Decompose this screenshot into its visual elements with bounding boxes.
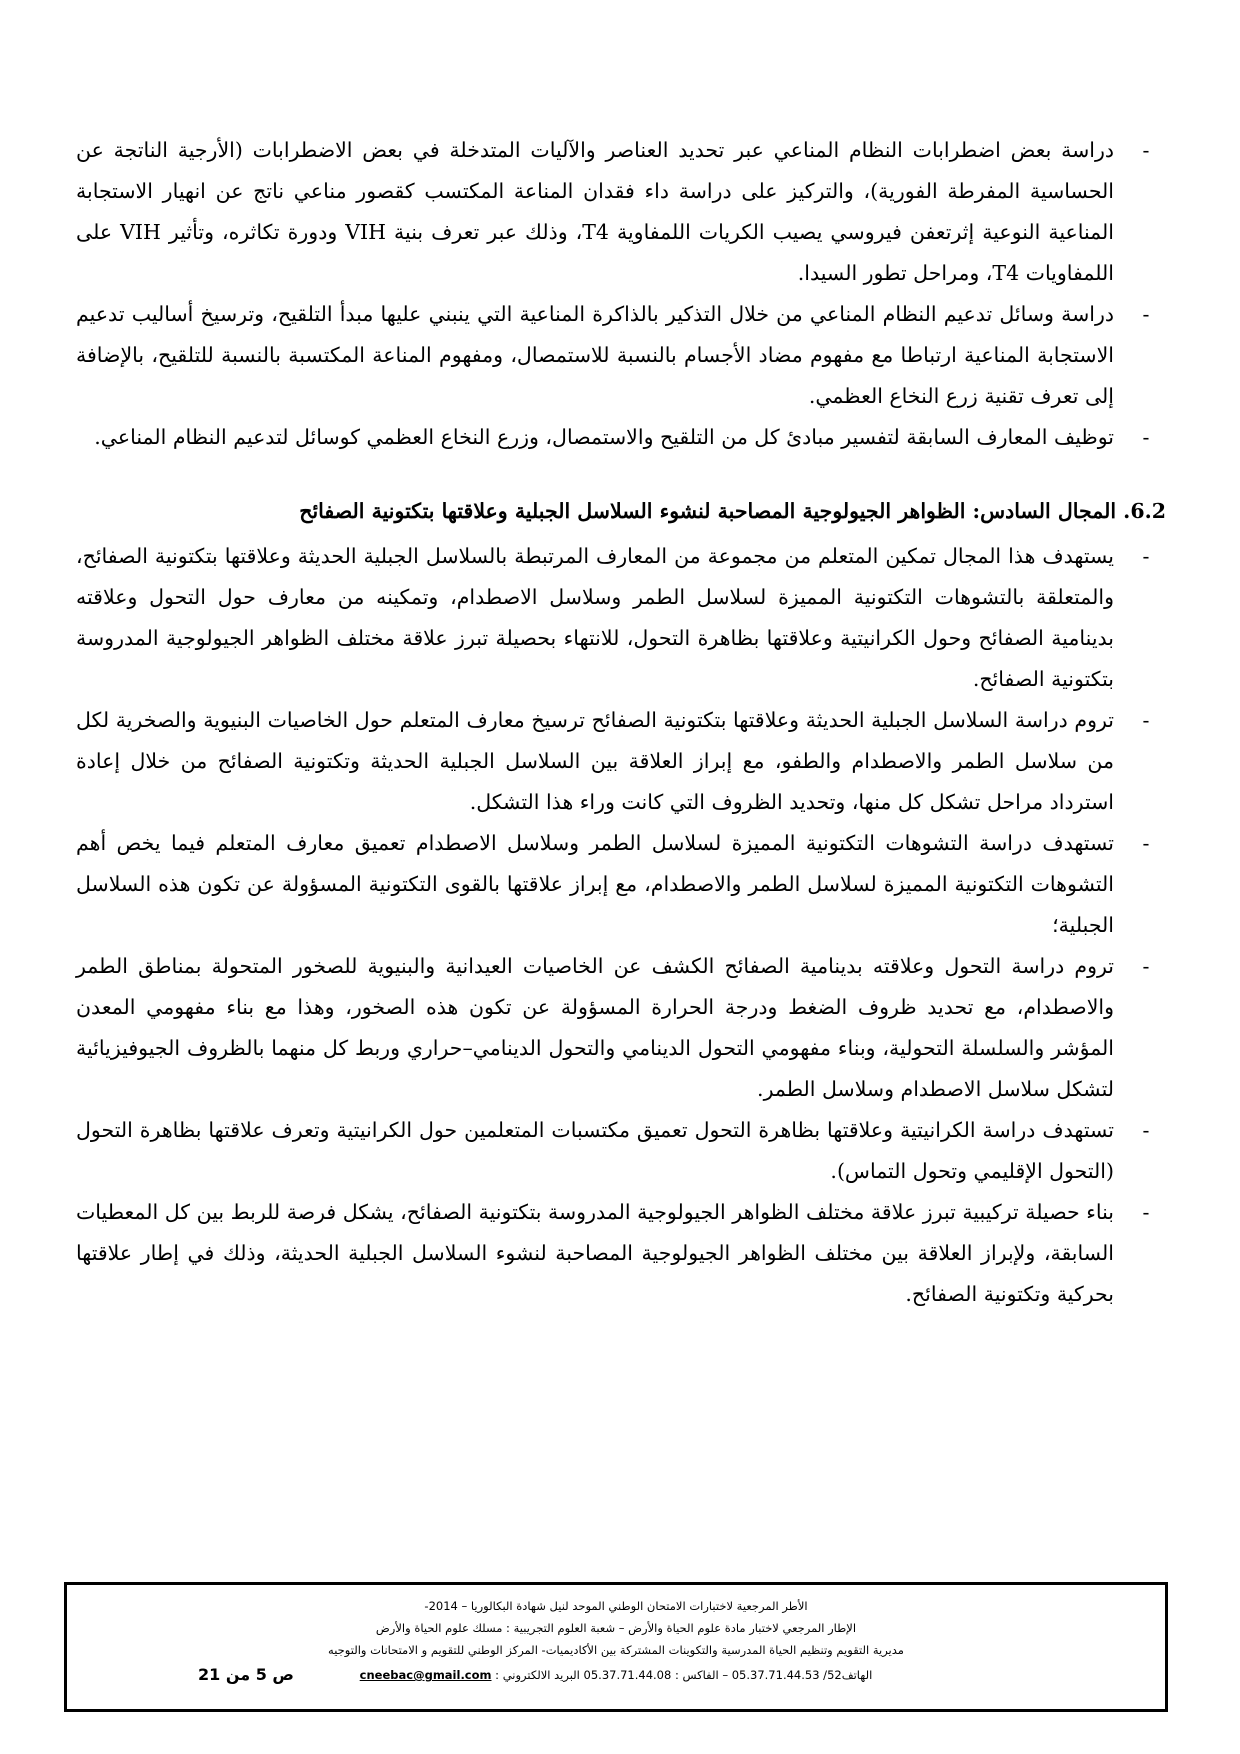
list-item [76, 130, 1166, 294]
list-item-text: يستهدف هذا المجال تمكين المتعلم من مجموعة من المعارف المرتبطة بالسلاسل الجبلية الحديثة وعلاقتها بتكتونية الصفائح، والمتعلقة بالتشوهات التكتونية المميزة لسلاسل الطمر وسلاسل الاصطدام، وتمكينه من معارف حول التحول وعلاقته بدينامية الصفائح وحول الكرانيتية وعلاقتها بظاهرة التحول، للانتهاء بحصيلة تبرز علاقة مختلف الظواهر الجيولوجية المدروسة بتكتونية الصفائح. [76, 544, 1114, 691]
list-item-text: تروم دراسة السلاسل الجبلية الحديثة وعلاقتها بتكتونية الصفائح ترسيخ معارف المتعلم حول الخاصيات البنيوية والصخرية لكل من سلاسل الطمر والاصطدام والطفو، مع إبراز العلاقة بين السلاسل الجبلية الحديثة وتكتونية الصفائح من خلال إعادة استرداد مراحل تشكل كل منها، وتحديد الظروف التي كانت وراء هذا التشكل. [76, 708, 1114, 814]
list-item [76, 823, 1166, 946]
list-item [76, 946, 1166, 1110]
section-heading: 6.2. المجال السادس: الظواهر الجيولوجية المصاحبة لنشوء السلاسل الجبلية وعلاقتها بتكتونية الصفائح [299, 499, 1166, 523]
list-item-text: تستهدف دراسة التشوهات التكتونية المميزة لسلاسل الطمر وسلاسل الاصطدام تعميق معارف المتعلم فيما يخص أهم التشوهات التكتونية المميزة لسلاسل الطمر والاصطدام، مع إبراز علاقتها بالقوى التكتونية المسؤولة عن تكون هذه السلاسل الجبلية؛ [76, 831, 1114, 937]
bullet-dash: - [1142, 954, 1150, 978]
footer-email-link[interactable]: cneebac@gmail.com [359, 1668, 492, 1682]
list-item [76, 536, 1166, 700]
page-number: ص 5 من 21 [198, 1665, 294, 1684]
bullet-dash: - [1142, 138, 1150, 162]
footer-contact-text: الهاتف52/ 05.37.71.44.53 – الفاكس : 05.37.71.44.08 البريد الالكتروني : [495, 1668, 873, 1682]
list-item [76, 417, 1166, 458]
list-item-text: تستهدف دراسة الكرانيتية وعلاقتها بظاهرة التحول تعميق مكتسبات المتعلمين حول الكرانيتية وتعرف علاقتها بظاهرة التحول (التحول الإقليمي وتحول التماس). [76, 1118, 1114, 1183]
bullet-dash: - [1142, 302, 1150, 326]
footer-contact [67, 1661, 1165, 1689]
list-item-text: تروم دراسة التحول وعلاقته بدينامية الصفائح الكشف عن الخاصيات العيدانية والبنيوية للصخور المتحولة بمناطق الطمر والاصطدام، مع تحديد ظروف الضغط ودرجة الحرارة المسؤولة عن تكون هذه الصخور، وهذا مع بناء مفهومي المعدن المؤشر والسلسلة التحولية، وبناء مفهومي التحول الدينامي والتحول الدينامي–حراري وربط كل منهما بالظروف الجيوفيزيائية لتشكل سلاسل الاصطدام وسلاسل الطمر. [76, 954, 1114, 1101]
bullet-dash: - [1142, 708, 1150, 732]
footer-line-2: الإطار المرجعي لاختبار مادة علوم الحياة والأرض – شعبة العلوم التجريبية : مسلك علوم الحياة والأرض [375, 1621, 857, 1635]
list-item [76, 700, 1166, 823]
list-item [76, 1110, 1166, 1192]
list-item-text: توظيف المعارف السابقة لتفسير مبادئ كل من التلقيح والاستمصال، وزرع النخاع العظمي كوسائل لتدعيم النظام المناعي. [94, 425, 1114, 449]
list-item-text: بناء حصيلة تركيبية تبرز علاقة مختلف الظواهر الجيولوجية المدروسة بتكتونية الصفائح، يشكل فرصة للربط بين كل المعطيات السابقة، ولإبراز العلاقة بين مختلف الظواهر الجيولوجية المصاحبة لنشوء السلاسل الجبلية الحديثة، وذلك في إطار علاقتها بحركية وتكتونية الصفائح. [76, 1200, 1114, 1306]
list-item-text: دراسة بعض اضطرابات النظام المناعي عبر تحديد العناصر والآليات المتدخلة في بعض الاضطرابات (الأرجية الناتجة عن الحساسية المفرطة الفورية)، والتركيز على دراسة داء فقدان المناعة المكتسب كقصور مناعي ناتج عن انهيار الاستجابة المناعية النوعية إثرتعفن فيروسي يصيب الكريات اللمفاوية T4، وذلك عبر تعرف بنية VIH ودورة تكاثره، وتأثير VIH على اللمفاويات T4، ومراحل تطور السيدا. [76, 138, 1114, 285]
section-a-list [76, 130, 1166, 458]
page-content [76, 130, 1166, 1315]
footer-line-1: الأطر المرجعية لاختبارات الامتحان الوطني الموحد لنيل شهادة البكالوريا – 2014- [424, 1599, 808, 1613]
bullet-dash: - [1142, 831, 1150, 855]
bullet-dash: - [1142, 544, 1150, 568]
bullet-dash: - [1142, 1200, 1150, 1224]
page-footer [64, 1582, 1168, 1712]
section-b-list [76, 536, 1166, 1315]
footer-line-3: مديرية التقويم وتنظيم الحياة المدرسية والتكوينات المشتركة بين الأكاديميات- المركز الوطني للتقويم و الامتحانات والتوجيه [328, 1643, 904, 1657]
list-item-text: دراسة وسائل تدعيم النظام المناعي من خلال التذكير بالذاكرة المناعية التي ينبني عليها مبدأ التلقيح، وترسيخ أساليب تدعيم الاستجابة المناعية ارتباطا مع مفهوم مضاد الأجسام بالنسبة للاستمصال، ومفهوم المناعة المكتسبة بالنسبة للتلقيح، بالإضافة إلى تعرف تقنية زرع النخاع العظمي. [76, 302, 1114, 408]
bullet-dash: - [1142, 425, 1150, 449]
list-item [76, 1192, 1166, 1315]
bullet-dash: - [1142, 1118, 1150, 1142]
list-item [76, 294, 1166, 417]
section-spacer [76, 458, 1166, 491]
